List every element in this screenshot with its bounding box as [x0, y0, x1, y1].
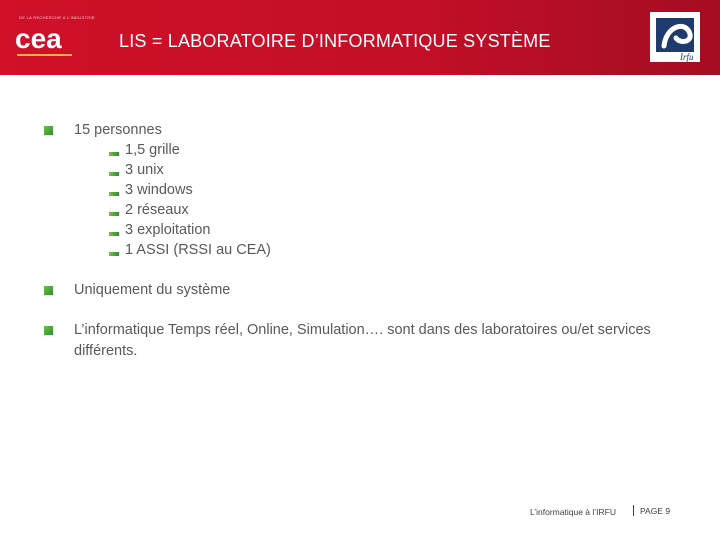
sub-bullet-text: 3 windows — [125, 182, 193, 198]
bullet-square — [44, 326, 53, 335]
bullet-square — [44, 286, 53, 295]
bullet-square — [44, 126, 53, 135]
sub-bullet — [109, 252, 119, 256]
sub-bullet — [109, 172, 119, 176]
bullet-text: L’informatique Temps réel, Online, Simulation…. sont dans des laboratoires ou/et services différents. — [74, 322, 651, 359]
irfu-logo-text: Irfu — [680, 52, 694, 62]
sub-bullet-text: 3 exploitation — [125, 222, 211, 238]
cea-logo-text: cea — [15, 24, 62, 54]
page-number: PAGE 9 — [640, 506, 671, 516]
sub-bullet — [109, 192, 119, 196]
sub-bullet-text: 1,5 grille — [125, 142, 180, 158]
bullet-text: 15 personnes — [74, 122, 162, 138]
slide-title: LIS = LABORATOIRE D’INFORMATIQUE SYSTÈME — [119, 31, 551, 51]
sub-bullet-text: 3 unix — [125, 162, 164, 178]
footer-text: L’informatique à l’IRFU — [530, 507, 616, 517]
sub-bullet-text: 2 réseaux — [125, 202, 189, 218]
cea-tagline: DE LA RECHERCHE À L’INDUSTRIE — [19, 15, 95, 20]
sub-bullet — [109, 212, 119, 216]
sub-bullet — [109, 152, 119, 156]
sub-bullet — [109, 232, 119, 236]
footer-separator — [633, 505, 634, 516]
sub-bullet-text: 1 ASSI (RSSI au CEA) — [125, 242, 271, 258]
bullet-text: Uniquement du système — [74, 282, 231, 298]
